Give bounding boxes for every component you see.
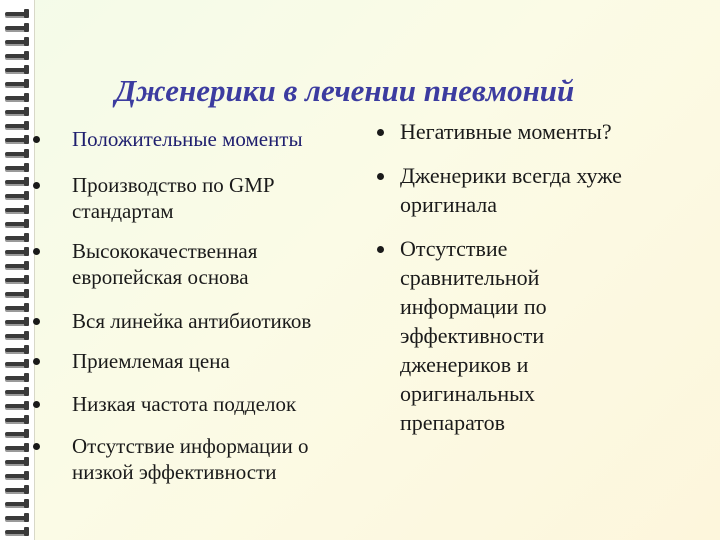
- binding-ring: [5, 180, 27, 184]
- binding-ring: [5, 432, 27, 436]
- bullet-icon: [33, 182, 40, 189]
- binding-ring: [5, 152, 27, 156]
- bullet-icon: [33, 443, 40, 450]
- list-item-line: Приемлемая цена: [72, 349, 230, 373]
- list-item-text: [72, 391, 296, 417]
- list-item-line: оригинальных: [400, 381, 535, 406]
- list-item-line: низкой эффективности: [72, 460, 277, 484]
- binding-ring: [5, 96, 27, 100]
- binding-ring: [5, 390, 27, 394]
- binding-ring: [5, 82, 27, 86]
- list-item-line: Положительные моменты: [72, 127, 303, 151]
- list-item-line: Низкая частота подделок: [72, 392, 297, 416]
- list-item-line: сравнительной: [400, 265, 540, 290]
- list-item-text: [400, 117, 710, 146]
- list-item-text: [72, 433, 309, 485]
- binding-ring: [5, 334, 27, 338]
- bullet-icon: [377, 129, 384, 136]
- binding-ring: [5, 320, 27, 324]
- binding-ring: [5, 12, 27, 16]
- list-item-text: [72, 308, 311, 334]
- bullet-icon: [33, 318, 40, 325]
- list-item-line: европейская основа: [72, 265, 249, 289]
- bullet-icon: [33, 358, 40, 365]
- list-item-line: информации по: [400, 294, 547, 319]
- slide-title: Дженерики в лечении пневмоний: [115, 73, 575, 108]
- binding-ring: [5, 348, 27, 352]
- binding-ring: [5, 474, 27, 478]
- list-item-line: Вся линейка антибиотиков: [72, 309, 312, 333]
- list-item-text: [72, 348, 230, 374]
- list-item-line: Негативные моменты?: [400, 119, 612, 144]
- list-item-line: дженериков и: [400, 352, 529, 377]
- binding-ring: [5, 460, 27, 464]
- binding-ring: [5, 446, 27, 450]
- list-item-text: [72, 172, 275, 224]
- binding-ring: [5, 292, 27, 296]
- binding-ring: [5, 306, 27, 310]
- binding-ring: [5, 124, 27, 128]
- binding-ring: [5, 236, 27, 240]
- binding-ring: [5, 68, 27, 72]
- binding-ring: [5, 110, 27, 114]
- list-item-line: Отсутствие: [400, 236, 508, 261]
- binding-ring: [5, 250, 27, 254]
- spiral-binding: [0, 0, 35, 540]
- binding-ring: [5, 208, 27, 212]
- bullet-icon: [377, 173, 384, 180]
- bullet-icon: [33, 401, 40, 408]
- bullet-icon: [377, 246, 384, 253]
- binding-ring: [5, 194, 27, 198]
- list-item-text: [72, 126, 303, 152]
- list-item-line: Дженерики всегда хуже: [400, 163, 622, 188]
- list-item-line: эффективности: [400, 323, 545, 348]
- list-item-line: Производство по GMP: [72, 173, 275, 197]
- binding-ring: [5, 166, 27, 170]
- binding-ring: [5, 138, 27, 142]
- list-item-line: препаратов: [400, 410, 505, 435]
- binding-ring: [5, 502, 27, 506]
- binding-ring: [5, 376, 27, 380]
- binding-ring: [5, 222, 27, 226]
- binding-ring: [5, 404, 27, 408]
- binding-ring: [5, 54, 27, 58]
- list-item-line: Отсутствие информации о: [72, 434, 309, 458]
- list-item-text: [72, 238, 257, 290]
- binding-ring: [5, 530, 27, 534]
- binding-ring: [5, 40, 27, 44]
- list-item-text: [400, 161, 710, 219]
- list-item-text: [400, 234, 710, 437]
- list-item-line: стандартам: [72, 199, 174, 223]
- binding-ring: [5, 264, 27, 268]
- bullet-icon: [33, 136, 40, 143]
- binding-ring: [5, 362, 27, 366]
- binding-ring: [5, 26, 27, 30]
- binding-ring: [5, 278, 27, 282]
- bullet-icon: [33, 248, 40, 255]
- binding-ring: [5, 418, 27, 422]
- list-item-line: Высококачественная: [72, 239, 258, 263]
- binding-ring: [5, 516, 27, 520]
- binding-ring: [5, 488, 27, 492]
- list-item-line: оригинала: [400, 192, 498, 217]
